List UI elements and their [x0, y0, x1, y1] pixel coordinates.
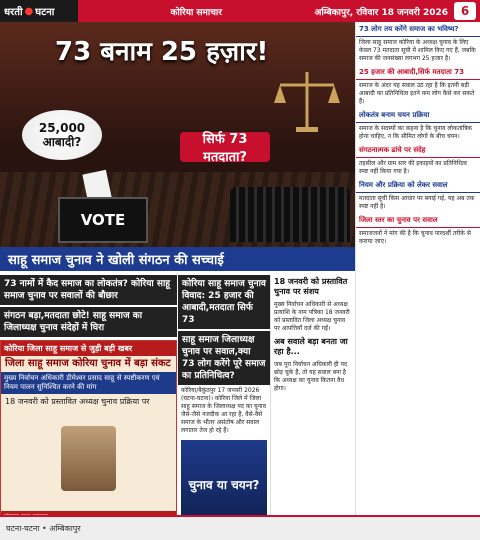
- section-heading: नियम और प्रक्रिया को लेकर सवाल: [356, 178, 480, 193]
- section-heading: जिला स्तर का चुनाव पर सवाल: [356, 213, 480, 228]
- section-heading: अब सवाले बड़ा बनता जा रहा है...: [274, 337, 348, 356]
- hero-image: [0, 22, 355, 247]
- article-body: मुख्य निर्वाचन अधिकारी से अध्यक्ष प्रत्याशि के नाम पत्रिका 18 जनवरी को प्रस्तावित जिला अध्यक्ष चुनाव पर आपत्तियाँ दर्ज की गईं।: [274, 301, 350, 332]
- section-heading: 73 लोग तय करेंगे समाज का भविष्य?: [356, 22, 480, 37]
- story-headline: साहू समाज जिलाध्यक्ष चुनाव पर सवाल,क्या 73 लोग करेंगे पूरे समाज का प्रतिनिधित्व?: [178, 331, 270, 385]
- masthead: [0, 0, 480, 22]
- section-heading: लोकतंत्र बनाम चयन प्रक्रिया: [356, 108, 480, 123]
- section-heading: 25 हजार की आबादी,सिर्फ मतदाता 73: [356, 65, 480, 80]
- story-column-left: [0, 275, 177, 515]
- inset-image: चुनाव या चयन?: [181, 440, 267, 530]
- story-column-inner: [270, 275, 355, 515]
- story-headline: संगठन बड़ा,मतदाता छोटे! साहू समाज का जिलाध्यक्ष चुनाव संदेहों में घिरा: [0, 307, 177, 337]
- newspaper-logo: धरती ● घटना: [0, 0, 78, 22]
- main-headline: साहू समाज चुनाव ने खोली संगठन की सच्चाई: [0, 247, 355, 271]
- article-body: तहसील और ग्राम स्तर की इकाइयों का प्रतिनिधित्व स्पष्ट नहीं किया गया है।: [359, 160, 467, 175]
- story-column-middle: [178, 275, 270, 515]
- section-heading: संगठनात्मक ढांचे पर संदेह: [356, 143, 480, 158]
- poster-date: 18 जनवरी को प्रस्तावित अध्यक्ष चुनाव प्रक्रिया पर: [5, 397, 150, 406]
- article-body: समाज के सदस्यों का कहना है कि चुनाव लोकतांत्रिक होना चाहिए, न कि सीमित लोगों के बीच चयन।: [359, 125, 473, 140]
- story-headline: 73 नामों में कैद समाज का लोकतंत्र? कोरिया साहू समाज चुनाव पर सवालों की बौछार: [0, 275, 177, 305]
- article-body: समाज के अंदर यह सवाल उठ रहा है कि इतनी बड़ी आबादी का प्रतिनिधित्व इतने कम लोग कैसे कर सकते हैं।: [359, 82, 475, 105]
- poster-image: [0, 340, 177, 525]
- crowd-silhouette: [230, 187, 350, 242]
- voters-badge: सिर्फ 73 मतदाता?: [180, 132, 270, 162]
- article-body: मतदाता सूची किस आधार पर बनाई गई, यह अब तक स्पष्ट नहीं है।: [359, 195, 475, 210]
- section-heading: 18 जनवरी को प्रस्तावित चुनाव पर संशय: [274, 277, 348, 296]
- section-name: कोरिया समाचार: [170, 7, 222, 18]
- population-badge: 25,000 आबादी?: [22, 110, 102, 160]
- justice-scale-icon: [272, 67, 342, 137]
- page-number: 6: [454, 2, 476, 20]
- poster-strip: मुख्य निर्वाचन अधिकारी डीमेश्वर प्रसाद साहू से स्पष्टीकरण एवं नियम पालन सुनिश्चित करने की मांग: [1, 372, 176, 394]
- article-body: जब पूरा निर्वाचन अधिकारी ही पद छोड़ चुके हैं, तो यह सवाल बना है कि अध्यक्ष का चुनाव कितना वैध होगा।: [274, 361, 348, 392]
- poster-title: कोरिया जिला साहू समाज से जुड़ी बड़ी खबर: [1, 341, 176, 356]
- hero-title: 73 बनाम 25 हज़ार!: [55, 37, 269, 67]
- article-body: जिला साहू समाज कोरिया के अध्यक्ष चुनाव के लिए केवल 73 मतदाता सूची में शामिल किए गए हैं, जबकि समाज की जनसंख्या लगभग 25 हजार है।: [359, 39, 476, 62]
- edition-date: अम्बिकापुर, रविवार 18 जनवरी 2026: [314, 7, 448, 18]
- page-footer: घटना-घटना • अम्बिकापुर: [0, 515, 480, 540]
- ballot-box: VOTE: [58, 197, 148, 243]
- story-column-right: [355, 22, 480, 515]
- person-photo: [61, 426, 116, 491]
- story-headline: कोरिया साहू समाज चुनाव विवाद: 25 हजार की आबादी,मतदाता सिर्फ 73: [178, 275, 270, 329]
- article-body: कोरिया/बैकुंठपुर 17 जनवरी 2026 (घटना-घटना)। कोरिया जिले में जिला साहू समाज के जिलाध्यक्ष पद का चुनाव जैसे-जैसे नजदीक आ रहा है, वैसे-वैसे समाज के भीतर असंतोष और सवाल लगातार तेज हो रहे हैं।: [181, 387, 266, 434]
- poster-main: जिला साहू समाज कोरिया चुनाव में बड़ा संकट: [5, 358, 171, 369]
- article-body: समाजजनों ने मांग की है कि चुनाव पारदर्शी तरीके से कराया जाए।: [359, 230, 471, 245]
